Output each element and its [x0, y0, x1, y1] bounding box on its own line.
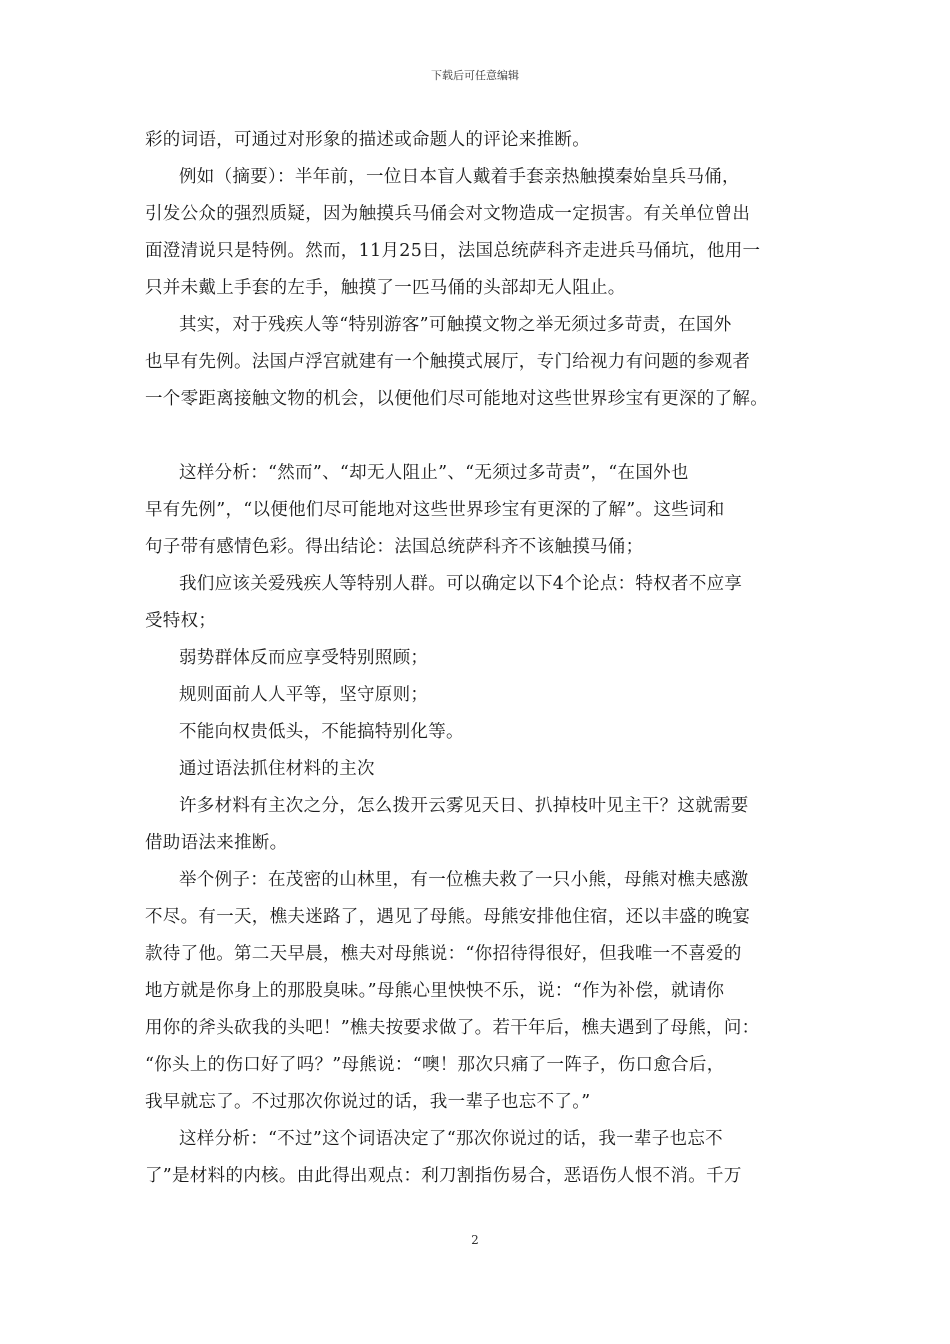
section-heading: 通过语法抓住材料的主次	[179, 759, 375, 779]
text-line: 只并未戴上手套的左手，触摸了一匹马俑的头部却无人阻止。	[145, 278, 626, 298]
text-line: 一个零距离接触文物的机会，以便他们尽可能地对这些世界珍宝有更深的了解。	[145, 389, 768, 409]
text-line: 我早就忘了。不过那次你说过的话，我一辈子也忘不了。”	[145, 1092, 591, 1112]
text-line: 这样分析：“然而”、“却无人阻止”、“无须过多苛责”，“在国外也	[179, 463, 689, 483]
text-line: 弱势群体反而应享受特别照顾；	[179, 648, 429, 668]
text-line: 早有先例”，“以便他们尽可能地对这些世界珍宝有更深的了解”。这些词和	[145, 500, 725, 520]
text-line: 规则面前人人平等，坚守原则；	[179, 685, 429, 705]
text-line: 款待了他。第二天早晨，樵夫对母熊说：“你招待得很好，但我唯一不喜爱的	[145, 944, 742, 964]
page-number: 2	[471, 1233, 479, 1247]
paragraph-gap	[145, 418, 810, 455]
text-line: 受特权；	[145, 611, 217, 631]
text-line: 我们应该关爱残疾人等特别人群。可以确定以下4个论点：特权者不应享	[179, 574, 743, 594]
page-header: 下载后可任意编辑	[431, 69, 519, 82]
text-line: 地方就是你身上的那股臭味。”母熊心里怏怏不乐，说：“作为补偿，就请你	[145, 981, 725, 1001]
text-line: 不能向权贵低头，不能搞特别化等。	[179, 722, 464, 742]
text-line: 举个例子：在茂密的山林里，有一位樵夫救了一只小熊，母熊对樵夫感激	[179, 870, 749, 890]
text-line: 这样分析：“不过”这个词语决定了“那次你说过的话，我一辈子也忘不	[179, 1129, 723, 1149]
text-line: 了”是材料的内核。由此得出观点：利刀割指伤易合，恶语伤人恨不消。千万	[145, 1166, 742, 1186]
text-line: 也早有先例。法国卢浮宫就建有一个触摸式展厅，专门给视力有问题的参观者	[145, 352, 751, 372]
text-line: 面澄清说只是特例。然而，11月25日，法国总统萨科齐走进兵马俑坑，他用一	[145, 241, 761, 261]
text-line: 其实，对于残疾人等“特别游客”可触摸文物之举无须过多苛责，在国外	[179, 315, 732, 335]
text-line: 例如（摘要）：半年前，一位日本盲人戴着手套亲热触摸秦始皇兵马俑，	[179, 167, 740, 187]
document-body	[145, 122, 810, 1195]
text-line: 句子带有感情色彩。得出结论：法国总统萨科齐不该触摸马俑；	[145, 537, 644, 557]
text-line: 许多材料有主次之分，怎么拨开云雾见天日、扒掉枝叶见主干？这就需要	[179, 796, 749, 816]
text-line: 用你的斧头砍我的头吧！”樵夫按要求做了。若干年后，樵夫遇到了母熊，问：	[145, 1018, 760, 1038]
text-line: 彩的词语，可通过对形象的描述或命题人的评论来推断。	[145, 130, 590, 150]
text-line: “你头上的伤口好了吗？”母熊说：“噢！那次只痛了一阵子，伤口愈合后，	[145, 1055, 725, 1075]
text-line: 引发公众的强烈质疑，因为触摸兵马俑会对文物造成一定损害。有关单位曾出	[145, 204, 751, 224]
text-line: 借助语法来推断。	[145, 833, 288, 853]
text-line: 不尽。有一天，樵夫迷路了，遇见了母熊。母熊安排他住宿，还以丰盛的晚宴	[145, 907, 751, 927]
